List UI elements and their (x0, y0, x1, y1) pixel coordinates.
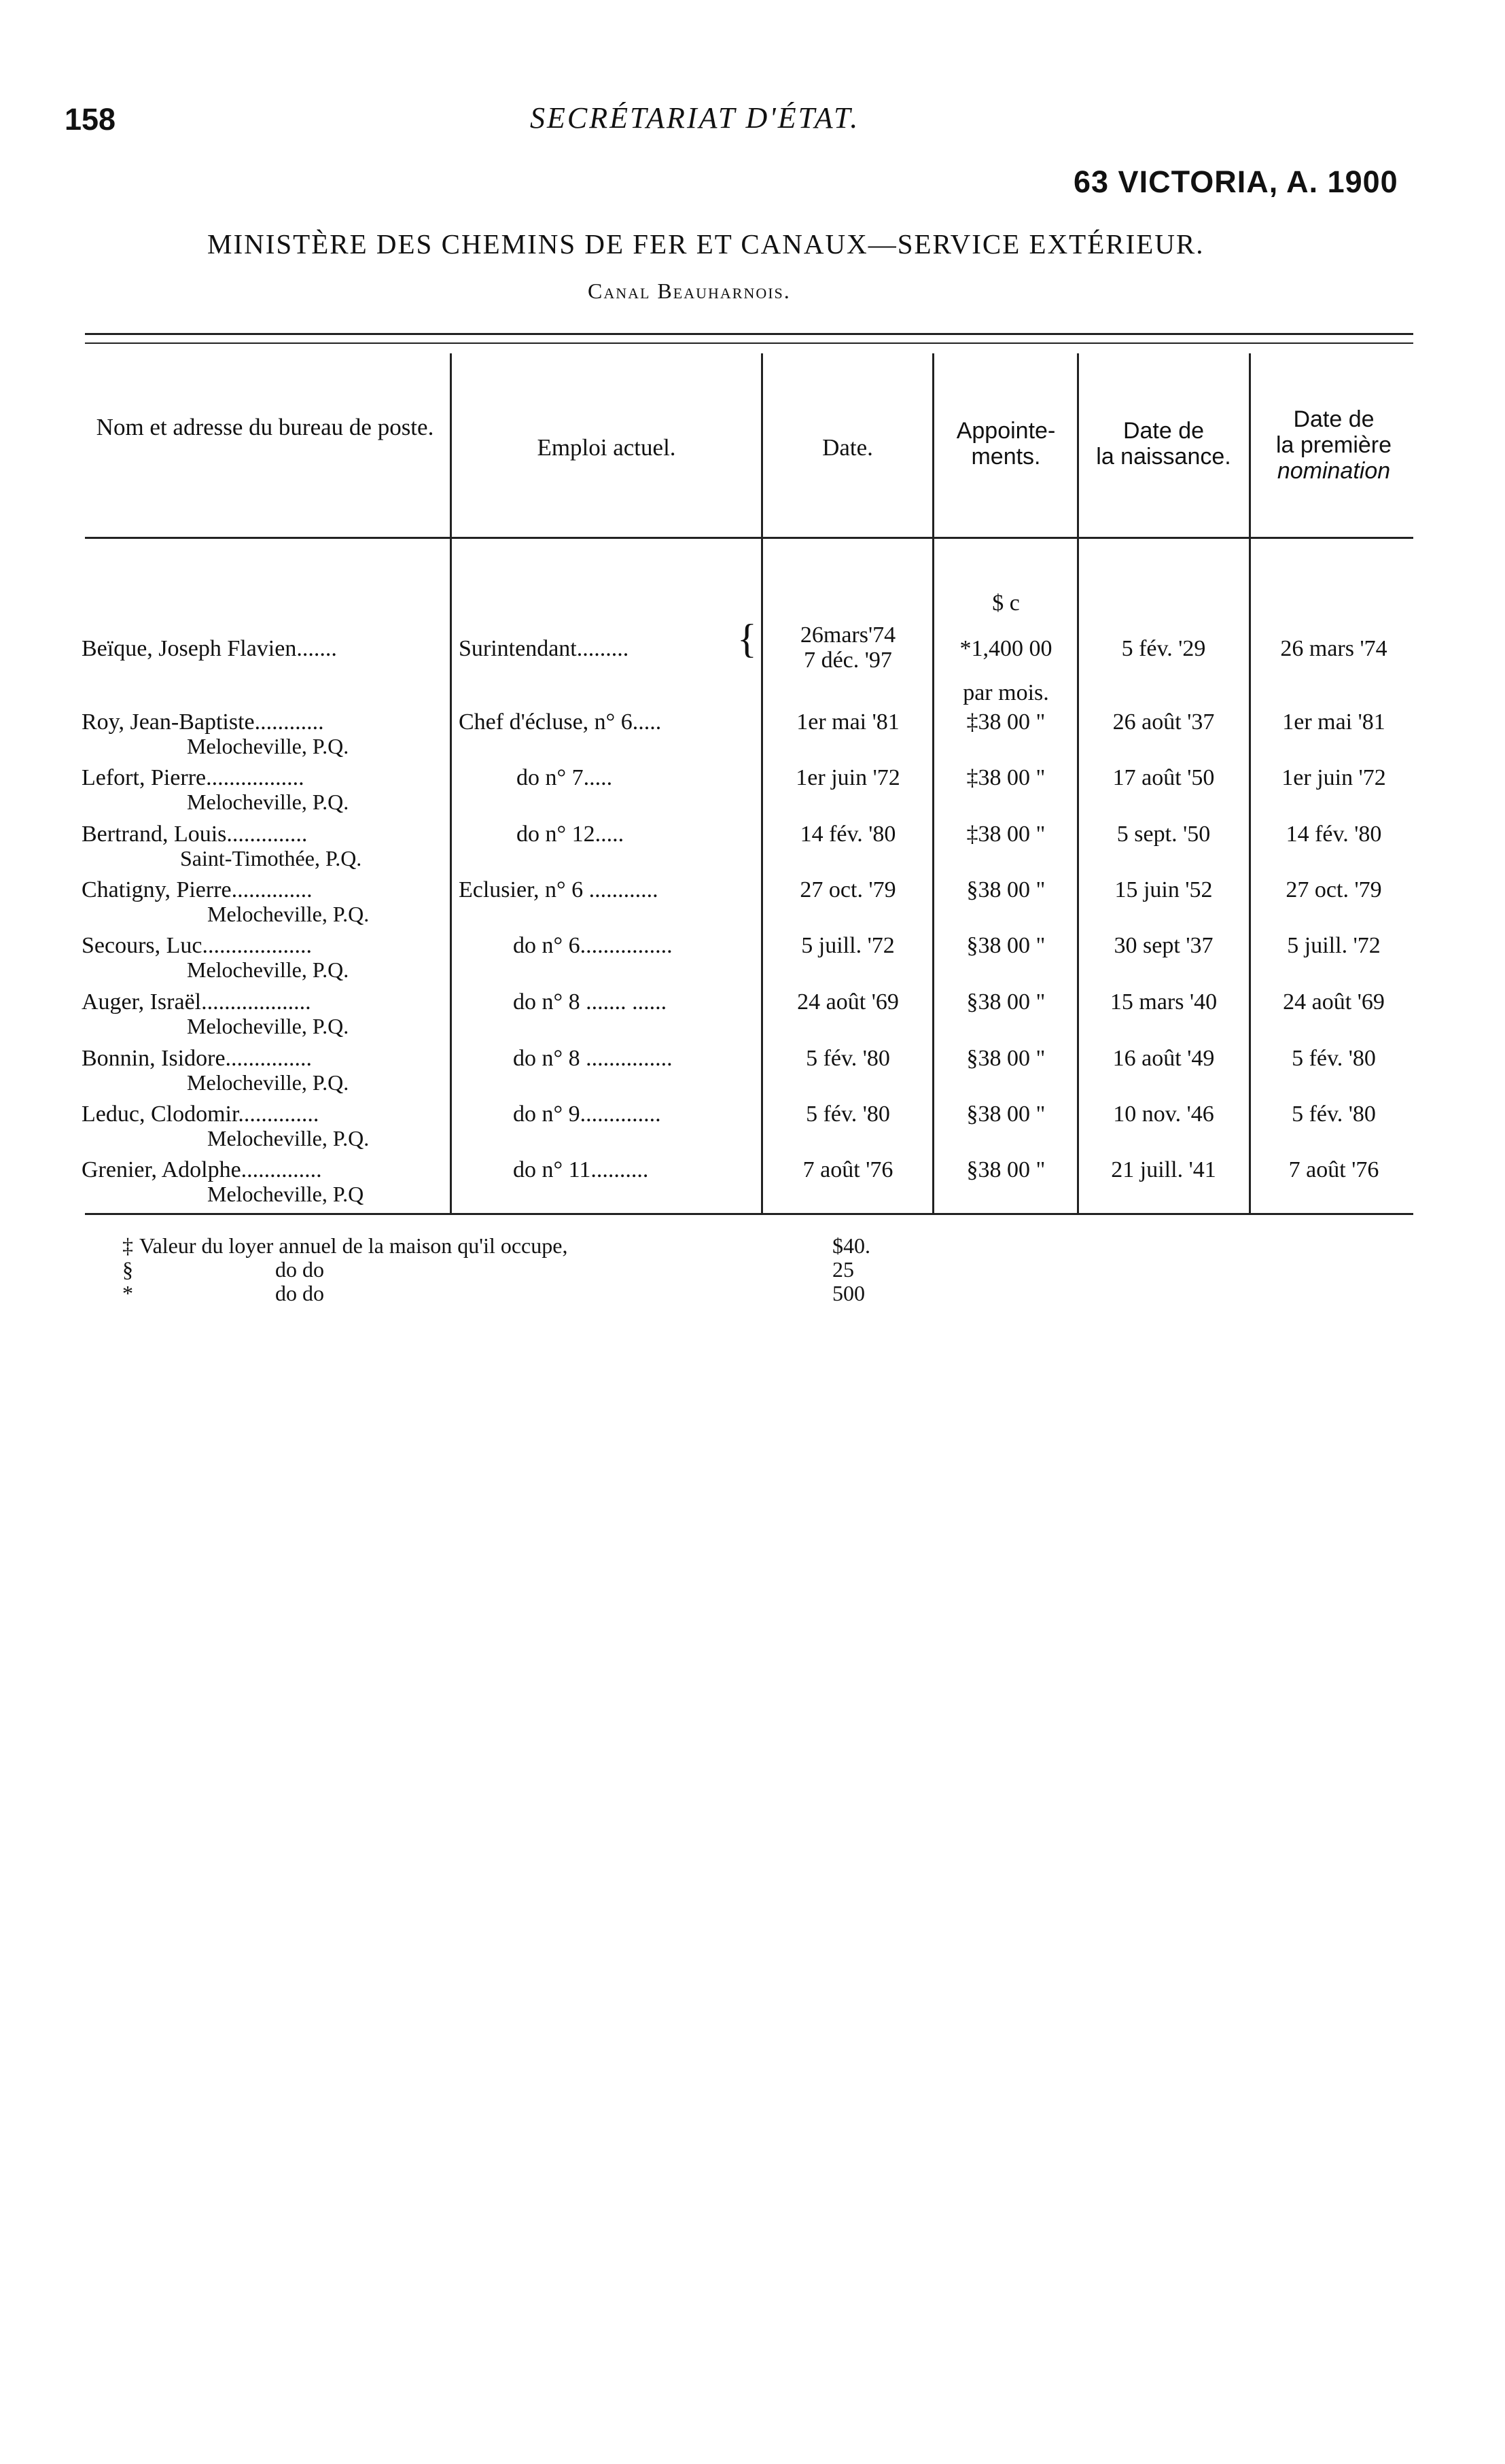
footnote-mark: § (122, 1257, 133, 1282)
per-month-note: par mois. (963, 680, 1049, 705)
column-header-salary (936, 418, 1076, 470)
employee-name: Grenier, Adolphe.............. (82, 1157, 322, 1182)
first-appointment-date: 1er juin '72 (1281, 765, 1386, 790)
employment: Eclusier, n° 6 ............ (459, 877, 658, 902)
column-header-first-line2: la première (1275, 432, 1392, 458)
appointment-date: 14 fév. '80 (800, 822, 896, 847)
post-office-address: Melocheville, P.Q. (207, 902, 370, 926)
employee-name: Auger, Israël................... (82, 989, 311, 1015)
section-title: Canal Beauharnois. (588, 279, 791, 303)
birth-date: 10 nov. '46 (1113, 1102, 1214, 1127)
post-office-address: Melocheville, P.Q. (187, 734, 349, 758)
appointment-date: 5 juill. '72 (801, 933, 895, 958)
column-header-birth-line1: Date de (1122, 418, 1205, 444)
birth-date: 15 juin '52 (1114, 877, 1213, 902)
first-appointment-date: 7 août '76 (1288, 1157, 1379, 1182)
running-head: SECRÉTARIAT D'ÉTAT. (530, 101, 860, 135)
appointment-date: 24 août '69 (797, 989, 899, 1015)
appointment-date-2: 7 déc. '97 (804, 648, 892, 673)
appointment-date: 7 août '76 (802, 1157, 893, 1182)
appointment-date: 1er juin '72 (796, 765, 900, 790)
employment: Surintendant......... (459, 636, 629, 661)
brace: { (737, 616, 757, 661)
employee-name: Leduc, Clodomir.............. (82, 1102, 319, 1127)
post-office-address: Saint-Timothée, P.Q. (180, 846, 362, 870)
column-rule (1249, 353, 1251, 1213)
ministry-title: MINISTÈRE DES CHEMINS DE FER ET CANAUX—SERVICE EXTÉRIEUR. (207, 228, 1205, 260)
column-header-first-appointment (1252, 406, 1415, 484)
column-header-birth (1080, 418, 1247, 470)
footnote-text: do do (275, 1257, 324, 1282)
employment: Chef d'écluse, n° 6..... (459, 709, 662, 735)
column-header-employment-text: Emploi actuel. (537, 434, 676, 461)
employment: do n° 11.......... (513, 1157, 649, 1182)
salary: §38 00 " (966, 933, 1046, 958)
post-office-address: Melocheville, P.Q. (187, 790, 349, 814)
birth-date: 16 août '49 (1112, 1046, 1215, 1071)
table-bottom-rule (85, 1213, 1413, 1215)
column-header-salary-line1: Appointe- (956, 418, 1056, 444)
employee-name: Bertrand, Louis.............. (82, 822, 308, 847)
post-office-address: Melocheville, P.Q. (187, 1014, 349, 1038)
footnote-value: $40. (832, 1233, 870, 1258)
employment: do n° 8 ....... ...... (513, 989, 667, 1015)
salary: §38 00 " (966, 1102, 1046, 1127)
first-appointment-date: 24 août '69 (1283, 989, 1385, 1015)
employee-name: Secours, Luc................... (82, 933, 313, 958)
post-office-address: Melocheville, P.Q. (187, 957, 349, 982)
footnote-value: 500 (832, 1281, 865, 1305)
salary: §38 00 " (966, 877, 1046, 902)
salary: ‡38 00 " (966, 709, 1046, 735)
birth-date: 21 juill. '41 (1111, 1157, 1216, 1182)
first-appointment-date: 5 fév. '80 (1292, 1102, 1376, 1127)
first-appointment-date: 5 juill. '72 (1287, 933, 1381, 958)
page-number: 158 (65, 102, 116, 137)
birth-date: 5 sept. '50 (1116, 822, 1211, 847)
first-appointment-date: 1er mai '81 (1282, 709, 1385, 735)
employee-name: Lefort, Pierre................. (82, 765, 304, 790)
appointment-date: 1er mai '81 (796, 709, 900, 735)
birth-date: 26 août '37 (1112, 709, 1215, 735)
employee-name: Chatigny, Pierre.............. (82, 877, 313, 902)
employment: do n° 7..... (516, 765, 613, 790)
footnote-value: 25 (832, 1257, 854, 1282)
employment: do n° 6................ (513, 933, 673, 958)
first-appointment-date: 26 mars '74 (1280, 636, 1387, 661)
salary: §38 00 " (966, 989, 1046, 1015)
footnote-text: do do (275, 1281, 324, 1305)
birth-date: 30 sept '37 (1114, 933, 1214, 958)
header-bottom-rule (85, 537, 1413, 539)
column-header-date (764, 435, 931, 461)
currency-unit: $ c (992, 591, 1020, 616)
birth-date: 17 août '50 (1112, 765, 1215, 790)
appointment-date: 5 fév. '80 (806, 1046, 890, 1071)
column-rule (932, 353, 934, 1213)
footnote-text: Valeur du loyer annuel de la maison qu'il occupe, (139, 1233, 568, 1258)
salary: *1,400 00 (959, 636, 1052, 661)
column-header-birth-line2: la naissance. (1096, 444, 1231, 470)
salary: §38 00 " (966, 1157, 1046, 1182)
column-header-first-line3: nomination (1277, 458, 1391, 484)
appointment-date: 26mars'74 (800, 622, 896, 648)
salary: §38 00 " (966, 1046, 1046, 1071)
first-appointment-date: 14 fév. '80 (1286, 822, 1382, 847)
column-rule (1077, 353, 1079, 1213)
footnote-mark: ‡ (122, 1233, 133, 1258)
column-header-date-text: Date. (822, 434, 873, 461)
table-top-rule (85, 333, 1413, 335)
column-header-first-line1: Date de (1293, 406, 1375, 432)
footnote-mark: * (122, 1281, 133, 1305)
column-rule (761, 353, 763, 1213)
employee-name: Bonnin, Isidore............... (82, 1046, 313, 1071)
column-header-name-text: Nom et adresse du bureau de poste. (96, 414, 434, 440)
employment: do n° 8 ............... (513, 1046, 673, 1071)
salary: ‡38 00 " (966, 822, 1046, 847)
post-office-address: Melocheville, P.Q. (187, 1070, 349, 1095)
birth-date: 15 mars '40 (1110, 989, 1218, 1015)
post-office-address: Melocheville, P.Q. (207, 1126, 370, 1150)
birth-date: 5 fév. '29 (1121, 636, 1206, 661)
column-header-name (85, 415, 445, 440)
table-top-rule-2 (85, 342, 1413, 344)
session-tag: 63 VICTORIA, A. 1900 (1074, 164, 1398, 199)
employment: do n° 12..... (516, 822, 624, 847)
appointment-date: 27 oct. '79 (800, 877, 896, 902)
employment: do n° 9.............. (513, 1102, 661, 1127)
post-office-address: Melocheville, P.Q (207, 1182, 364, 1206)
column-header-employment (455, 435, 758, 461)
first-appointment-date: 5 fév. '80 (1292, 1046, 1376, 1071)
employee-name: Roy, Jean-Baptiste............ (82, 709, 324, 735)
column-rule (450, 353, 452, 1213)
employee-name: Beïque, Joseph Flavien....... (82, 636, 337, 661)
salary: ‡38 00 " (966, 765, 1046, 790)
appointment-date: 5 fév. '80 (806, 1102, 890, 1127)
column-header-salary-line2: ments. (971, 444, 1041, 470)
first-appointment-date: 27 oct. '79 (1286, 877, 1382, 902)
